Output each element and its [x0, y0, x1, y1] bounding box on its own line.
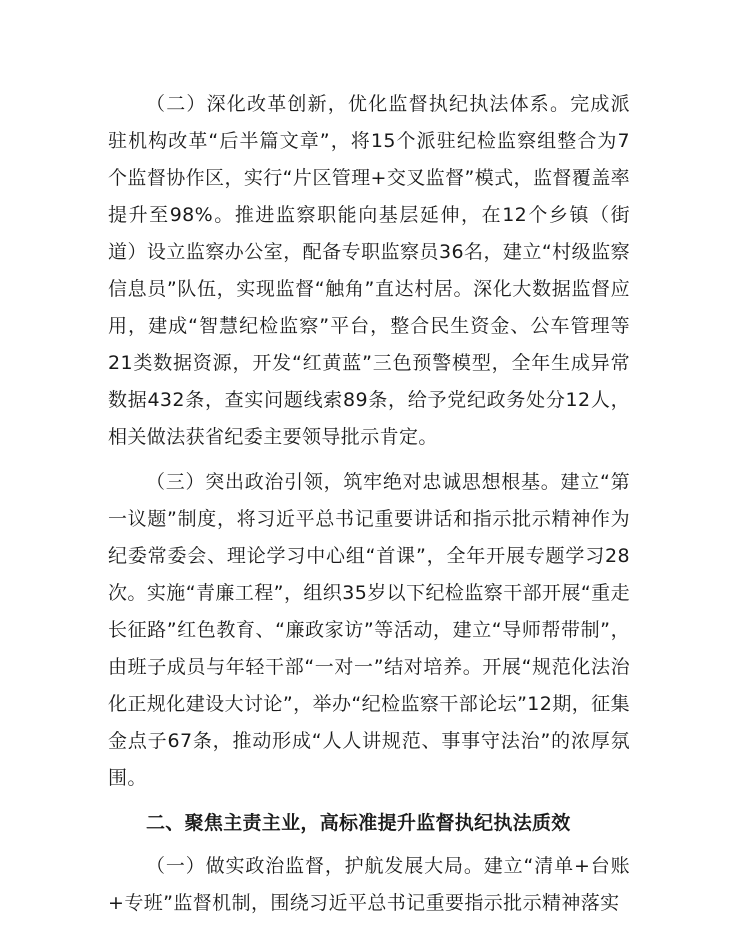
paragraph-political-supervision: （一）做实政治监督，护航发展大局。建立“清单+台账+专班”监督机制，围绕习近平总书记重要指示批示精神落实: [108, 855, 630, 914]
section-heading: 二、聚焦主责主业，高标准提升监督执纪执法质效: [146, 812, 571, 834]
paragraph-reform-innovation: （二）深化改革创新，优化监督执纪执法体系。完成派驻机构改革“后半篇文章”，将15个派驻纪检监察组整合为7个监督协作区，实行“片区管理+交叉监督”模式，监督覆盖率提升至98%。推进监察职能向基层延伸，在12个乡镇（街道）设立监察办公室，配备专职监察员36名，建立“村级监察信息员”队伍，实现监督“触角”直达村居。深化大数据监督应用，建成“智慧纪检监察”平台，整合民生资金、公车管理等21类数据资源，开发“红黄蓝”三色预警模型，全年生成异常数据432条，查实问题线索89条，给予党纪政务处分12人，相关做法获省纪委主要领导批示肯定。: [108, 93, 630, 448]
document-body: [108, 86, 630, 930]
paragraph-political-guidance: （三）突出政治引领，筑牢绝对忠诚思想根基。建立“第一议题”制度，将习近平总书记重要讲话和指示批示精神作为纪委常委会、理论学习中心组“首课”，全年开展专题学习28次。实施“青廉工程”，组织35岁以下纪检监察干部开展“重走长征路”红色教育、“廉政家访”等活动，建立“导师帮带制”，由班子成员与年轻干部“一对一”结对培养。开展“规范化法治化正规化建设大讨论”，举办“纪检监察干部论坛”12期，征集金点子67条，推动形成“人人讲规范、事事守法治”的浓厚氛围。: [108, 471, 630, 789]
